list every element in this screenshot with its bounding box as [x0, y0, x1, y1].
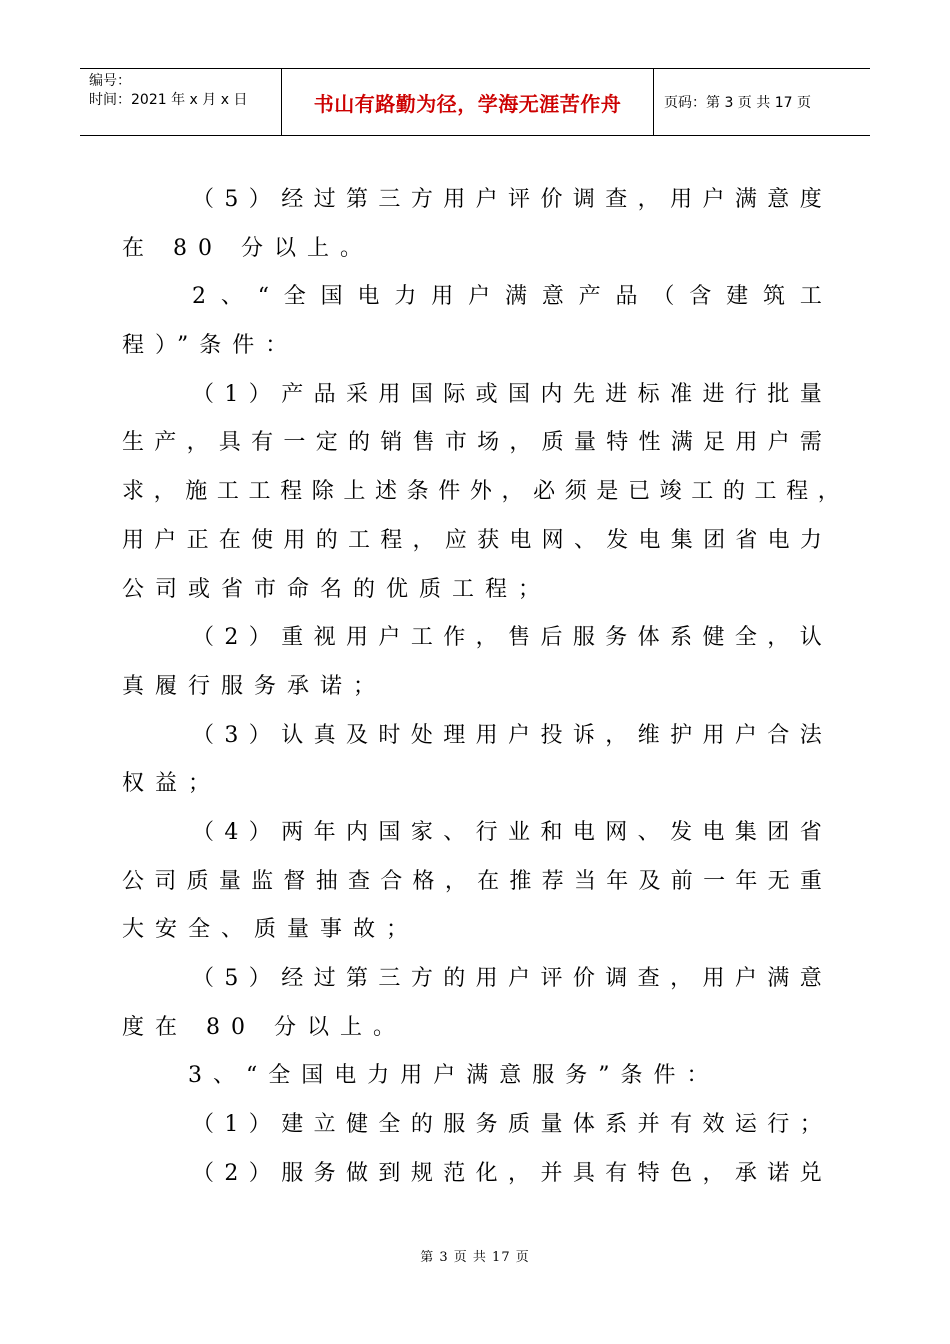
body-line: 生 产 ， 具 有 一 定 的 销 售 市 场 ， 质 量 特 性 满 足 用 户 需	[122, 430, 822, 456]
number-label: 编号：	[89, 73, 131, 89]
body-line: 求 ， 施 工 工 程 除 上 述 条 件 外 ， 必 须 是 已 竣 工 的 工 程 ，	[122, 479, 840, 505]
body-line: 3、“全国电力用户满意服务”条件：	[188, 1063, 720, 1089]
body-line: （ 3 ） 认 真 及 时 处 理 用 户 投 诉 ， 维 护 用 户 合 法	[192, 722, 822, 748]
body-line: 大安全、质量事故；	[122, 917, 420, 943]
body-line: （ 1 ） 建 立 健 全 的 服 务 质 量 体 系 并 有 效 运 行 ；	[192, 1112, 822, 1138]
header-meta	[80, 69, 282, 135]
body-line: 度在 80 分以上。	[122, 1014, 406, 1040]
document-body	[122, 176, 840, 1198]
body-line: 权益；	[122, 771, 222, 797]
body-line: 公 司 质 量 监 督 抽 查 合 格 ， 在 推 荐 当 年 及 前 一 年 无 重	[122, 868, 822, 894]
page-footer: 第 3 页 共 17 页	[420, 1250, 530, 1265]
body-line: （ 5 ） 经 过 第 三 方 用 户 评 价 调 查 ， 用 户 满 意 度	[192, 187, 822, 212]
header-page-info: 页码：第 3 页 共 17 页	[664, 95, 811, 111]
body-line: （ 1 ） 产 品 采 用 国 际 或 国 内 先 进 标 准 进 行 批 量	[192, 381, 822, 407]
document-header	[80, 68, 870, 136]
body-line: 程）”条件：	[122, 333, 299, 359]
time-label: 时间：2021 年 x 月 x 日	[89, 92, 248, 108]
body-line: （ 2 ） 重 视 用 户 工 作 ， 售 后 服 务 体 系 健 全 ， 认	[192, 625, 822, 651]
body-line: 2 、 “ 全 国 电 力 用 户 满 意 产 品 （ 含 建 筑 工	[192, 284, 822, 310]
body-line: （ 4 ） 两 年 内 国 家 、 行 业 和 电 网 、 发 电 集 团 省	[192, 819, 822, 845]
header-motto: 书山有路勤为径，学海无涯苦作舟	[282, 69, 654, 135]
body-line: （ 2 ） 服 务 做 到 规 范 化 ， 并 具 有 特 色 ， 承 诺 兑	[192, 1160, 822, 1186]
body-line: 在 80 分以上。	[122, 235, 373, 261]
body-line: （ 5 ） 经 过 第 三 方 的 用 户 评 价 调 查 ， 用 户 满 意	[192, 966, 822, 991]
body-line: 真履行服务承诺；	[122, 673, 387, 699]
body-line: 用 户 正 在 使 用 的 工 程 ， 应 获 电 网 、 发 电 集 团 省 电 力	[122, 527, 822, 553]
body-line: 公司或省市命名的优质工程；	[122, 576, 552, 602]
